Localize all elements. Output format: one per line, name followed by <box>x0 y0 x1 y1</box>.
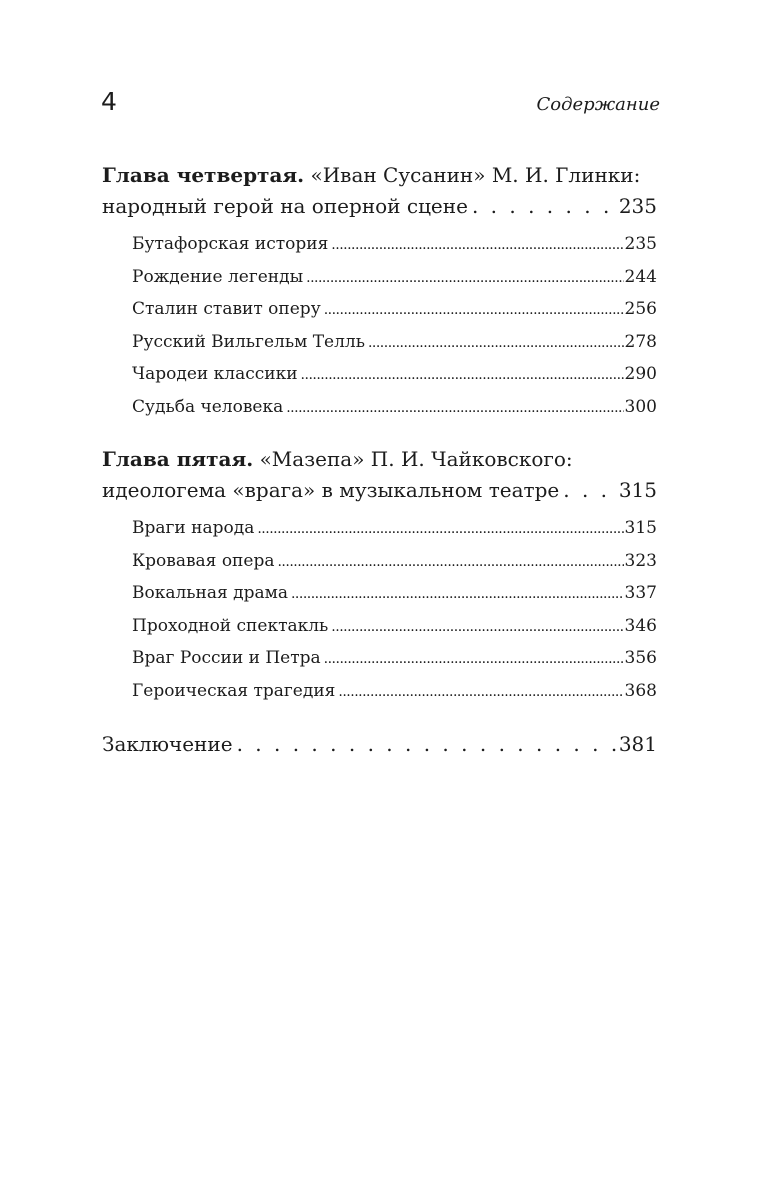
dot-leader <box>257 514 623 546</box>
dot-leader <box>306 263 623 295</box>
dot-leader <box>331 612 623 644</box>
dot-leader <box>338 677 623 709</box>
toc-entry[interactable] <box>132 262 657 295</box>
dot-leader <box>277 547 623 579</box>
dot-leader <box>301 360 624 392</box>
entry-page: 315 <box>624 518 657 538</box>
dot-leader <box>286 393 623 425</box>
dot-leader <box>472 191 617 222</box>
chapter-page: 235 <box>618 194 657 218</box>
entry-title: Проходной спектакль <box>132 615 329 636</box>
entry-title: Русский Вильгельм Телль <box>132 331 365 352</box>
chapter-title-line1: «Мазепа» П. И. Чайковского: <box>259 447 573 471</box>
entry-page: 368 <box>624 680 657 701</box>
chapter-label: Глава четвертая. <box>102 163 305 187</box>
chapter-heading[interactable] <box>102 444 657 506</box>
chapter-5 <box>102 444 657 708</box>
entry-title: Враг России и Петра <box>132 648 321 668</box>
dot-leader <box>291 579 624 611</box>
dot-leader <box>324 644 624 676</box>
entry-title: Сталин ставит оперу <box>132 299 321 319</box>
toc-entry[interactable] <box>132 643 657 676</box>
entry-page: 337 <box>624 583 657 603</box>
chapter-title-line2: идеологема «врага» в музыкальном театре <box>102 478 560 502</box>
entry-title: Судьба человека <box>132 396 284 417</box>
dot-leader <box>563 475 617 506</box>
entry-title: Чародеи классики <box>132 364 298 384</box>
entry-page: 256 <box>624 299 657 319</box>
conclusion-page: 381 <box>618 732 657 756</box>
entry-page: 300 <box>624 396 657 417</box>
entry-page: 235 <box>624 234 657 254</box>
toc-entry[interactable] <box>132 611 657 644</box>
dot-leader <box>324 295 624 327</box>
entry-page: 244 <box>624 266 657 287</box>
running-title: Содержание <box>536 94 660 115</box>
toc-entry[interactable] <box>132 229 657 262</box>
conclusion-title: Заключение <box>102 732 233 756</box>
entry-page: 346 <box>624 615 657 636</box>
toc-entry[interactable] <box>132 392 657 425</box>
dot-leader <box>237 729 617 760</box>
chapter-4 <box>102 160 657 424</box>
entry-title: Вокальная драма <box>132 583 288 603</box>
entry-page: 356 <box>624 648 657 668</box>
section-list <box>132 229 657 424</box>
section-list <box>132 513 657 708</box>
entry-page: 278 <box>624 331 657 352</box>
entry-title: Враги народа <box>132 518 255 538</box>
entry-page: 323 <box>624 550 657 571</box>
toc-entry[interactable] <box>132 546 657 579</box>
entry-page: 290 <box>624 364 657 384</box>
page-number: 4 <box>101 87 117 116</box>
toc-entry[interactable] <box>132 578 657 611</box>
toc-entry[interactable] <box>132 676 657 709</box>
toc-entry[interactable] <box>132 359 657 392</box>
entry-title: Бутафорская история <box>132 234 329 254</box>
conclusion-entry[interactable] <box>102 729 657 760</box>
entry-title: Кровавая опера <box>132 550 275 571</box>
toc-entry[interactable] <box>132 294 657 327</box>
chapter-label: Глава пятая. <box>102 447 254 471</box>
chapter-title-line2: народный герой на оперной сцене <box>102 194 468 218</box>
entry-title: Героическая трагедия <box>132 680 336 701</box>
toc-entry[interactable] <box>132 327 657 360</box>
dot-leader <box>331 230 623 262</box>
table-of-contents <box>102 160 657 760</box>
dot-leader <box>368 328 624 360</box>
entry-title: Рождение легенды <box>132 266 304 287</box>
chapter-page: 315 <box>618 478 657 502</box>
chapter-title-line1: «Иван Сусанин» М. И. Глинки: <box>310 163 641 187</box>
chapter-heading[interactable] <box>102 160 657 222</box>
toc-entry[interactable] <box>132 513 657 546</box>
